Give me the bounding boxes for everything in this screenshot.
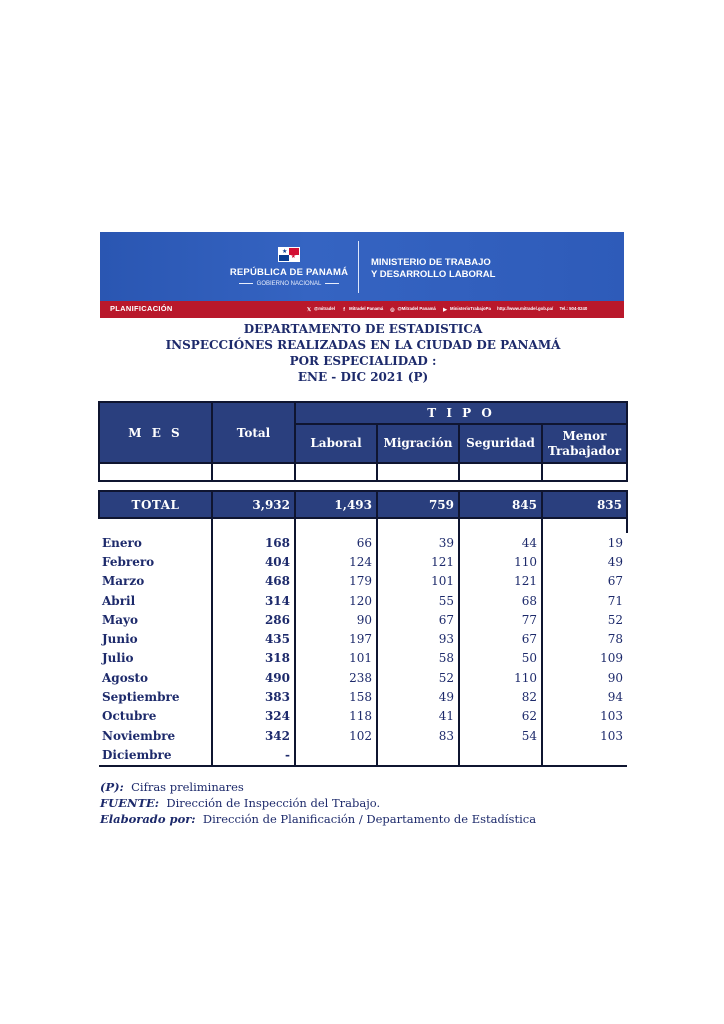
cell-migracion: 67 xyxy=(377,610,459,629)
title-specialty: POR ESPECIALIDAD : xyxy=(289,354,437,368)
cell-total: 318 xyxy=(212,649,295,668)
cell-mes: Agosto xyxy=(102,670,149,685)
note-source xyxy=(100,795,620,811)
cell-seguridad: 67 xyxy=(459,629,542,648)
total-laboral: 1,493 xyxy=(295,491,377,518)
cell-total: 383 xyxy=(212,687,295,706)
total-label: TOTAL xyxy=(99,491,212,518)
cell-menor: 67 xyxy=(542,572,627,591)
cell-total: 490 xyxy=(212,668,295,687)
cell-migracion xyxy=(377,745,459,765)
cell-menor: 103 xyxy=(542,707,627,726)
cell-migracion: 41 xyxy=(377,707,459,726)
cell-mes: Abril xyxy=(102,593,136,608)
table-row xyxy=(99,533,627,552)
cell-menor: 71 xyxy=(542,591,627,610)
table-row xyxy=(99,668,627,687)
website-link[interactable]: http://www.mitradel.gob.pa/ xyxy=(497,306,554,311)
cell-migracion: 39 xyxy=(377,533,459,552)
cell-laboral: 124 xyxy=(295,552,377,571)
social-facebook[interactable]: f Mitradel Panamá xyxy=(341,306,383,311)
gap-row-2 xyxy=(99,518,627,533)
cell-seguridad: 110 xyxy=(459,552,542,571)
cell-migracion: 83 xyxy=(377,726,459,745)
table-row xyxy=(99,610,627,629)
total-seguridad: 845 xyxy=(459,491,542,518)
cell-seguridad: 44 xyxy=(459,533,542,552)
cell-seguridad: 77 xyxy=(459,610,542,629)
table-row xyxy=(99,552,627,571)
ministerio-label xyxy=(371,257,571,281)
cell-laboral: 120 xyxy=(295,591,377,610)
table-row xyxy=(99,687,627,706)
cell-migracion: 49 xyxy=(377,687,459,706)
gap-row xyxy=(99,481,627,491)
phone-number: Tel.: 504-0240 xyxy=(559,306,588,311)
cell-mes: Septiembre xyxy=(102,690,180,705)
cell-migracion: 52 xyxy=(377,668,459,687)
gobierno-label xyxy=(228,281,350,287)
table-row xyxy=(99,707,627,726)
cell-laboral: 197 xyxy=(295,629,377,648)
table-row xyxy=(99,649,627,668)
header-menor-line2: Trabajador xyxy=(547,443,622,458)
cell-mes: Diciembre xyxy=(99,745,212,765)
header-mes: M E S xyxy=(99,402,212,463)
cell-menor: 103 xyxy=(542,726,627,745)
gobierno-text: GOBIERNO NACIONAL xyxy=(256,281,322,287)
header-seguridad: Seguridad xyxy=(459,424,542,463)
cell-total: 324 xyxy=(212,707,295,726)
header-menor-trabajador xyxy=(542,424,627,463)
facebook-icon: f xyxy=(343,307,345,313)
cell-total: 342 xyxy=(212,726,295,745)
note-author-text: Dirección de Planificación / Departamento de Estadística xyxy=(202,812,537,826)
cell-total: 286 xyxy=(212,610,295,629)
cell-seguridad: 54 xyxy=(459,726,542,745)
cell-mes: Marzo xyxy=(102,574,145,589)
cell-laboral: 179 xyxy=(295,572,377,591)
cell-menor: 49 xyxy=(542,552,627,571)
cell-laboral: 90 xyxy=(295,610,377,629)
note-source-text: Dirección de Inspección del Trabajo. xyxy=(166,796,381,810)
note-preliminary xyxy=(100,779,620,795)
cell-laboral: 238 xyxy=(295,668,377,687)
cell-seguridad: 82 xyxy=(459,687,542,706)
cell-menor: 109 xyxy=(542,649,627,668)
twitter-icon: 𝕏 xyxy=(306,307,312,313)
note-source-key: FUENTE: xyxy=(100,796,160,810)
total-menor: 835 xyxy=(542,491,627,518)
cell-migracion: 93 xyxy=(377,629,459,648)
header-spacer-row xyxy=(99,463,627,481)
total-total: 3,932 xyxy=(212,491,295,518)
cell-total: 435 xyxy=(212,629,295,648)
ministerio-line-2: Y DESARROLLO LABORAL xyxy=(371,269,496,280)
cell-mes: Octubre xyxy=(102,709,157,724)
note-preliminary-text: Cifras preliminares xyxy=(131,780,244,794)
youtube-icon: ▶ xyxy=(443,307,447,313)
header-migracion: Migración xyxy=(377,424,459,463)
header-total: Total xyxy=(212,402,295,463)
total-migracion: 759 xyxy=(377,491,459,518)
social-youtube[interactable]: ▶ MinisterioTrabajoPa xyxy=(443,306,491,313)
social-twitter[interactable]: 𝕏 @mitradel xyxy=(306,306,335,313)
cell-menor: 52 xyxy=(542,610,627,629)
header-tipo: T I P O xyxy=(295,402,627,424)
title-department: DEPARTAMENTO DE ESTADISTICA xyxy=(243,322,483,336)
cell-mes: Mayo xyxy=(102,612,139,627)
header-menor-line1: Menor xyxy=(562,428,607,443)
cell-menor: 90 xyxy=(542,668,627,687)
social-links xyxy=(306,306,622,313)
note-author-key: Elaborado por: xyxy=(100,812,196,826)
cell-seguridad: 62 xyxy=(459,707,542,726)
cell-total: 404 xyxy=(212,552,295,571)
cell-mes: Enero xyxy=(102,535,142,550)
header-laboral: Laboral xyxy=(295,424,377,463)
cell-migracion: 121 xyxy=(377,552,459,571)
cell-laboral xyxy=(295,745,377,765)
cell-total: 314 xyxy=(212,591,295,610)
total-row xyxy=(99,491,627,518)
cell-mes: Febrero xyxy=(102,554,155,569)
inspections-table xyxy=(98,401,628,767)
instagram-icon: ◎ xyxy=(390,307,395,313)
cell-seguridad: 50 xyxy=(459,649,542,668)
cell-laboral: 118 xyxy=(295,707,377,726)
report-titles xyxy=(100,321,626,385)
cell-laboral: 66 xyxy=(295,533,377,552)
footnotes xyxy=(100,779,620,827)
cell-menor: 94 xyxy=(542,687,627,706)
cell-menor: 19 xyxy=(542,533,627,552)
table-row xyxy=(99,591,627,610)
title-inspections: INSPECCIÓNES REALIZADAS EN LA CIUDAD DE PANAMÁ xyxy=(165,338,561,352)
republica-label: REPÚBLICA DE PANAMÁ xyxy=(229,267,349,278)
table-row xyxy=(99,745,627,765)
banner-divider xyxy=(358,241,359,293)
header-row-top xyxy=(99,402,627,424)
ministerio-line-1: MINISTERIO DE TRABAJO xyxy=(371,257,491,268)
cell-mes: Julio xyxy=(102,651,134,666)
ministry-banner xyxy=(100,232,624,318)
note-preliminary-key: (P): xyxy=(100,780,124,794)
title-period: ENE - DIC 2021 (P) xyxy=(297,370,429,384)
cell-seguridad xyxy=(459,745,542,765)
cell-mes: Junio xyxy=(102,632,138,647)
table-row xyxy=(99,726,627,745)
cell-total: - xyxy=(212,745,295,765)
table-row xyxy=(99,572,627,591)
cell-menor: 78 xyxy=(542,629,627,648)
inspections-table-wrapper xyxy=(98,401,626,767)
cell-laboral: 158 xyxy=(295,687,377,706)
cell-total: 168 xyxy=(212,533,295,552)
cell-total: 468 xyxy=(212,572,295,591)
cell-laboral: 102 xyxy=(295,726,377,745)
note-author xyxy=(100,811,620,827)
cell-seguridad: 121 xyxy=(459,572,542,591)
cell-mes: Noviembre xyxy=(102,728,176,743)
cell-laboral: 101 xyxy=(295,649,377,668)
cell-migracion: 101 xyxy=(377,572,459,591)
planificacion-label: PLANIFICACIÓN xyxy=(110,304,173,313)
cell-menor xyxy=(542,745,627,765)
table-row xyxy=(99,629,627,648)
social-instagram[interactable]: ◎ @Mitradel Panamá xyxy=(390,306,436,313)
cell-migracion: 55 xyxy=(377,591,459,610)
cell-seguridad: 68 xyxy=(459,591,542,610)
cell-seguridad: 110 xyxy=(459,668,542,687)
cell-migracion: 58 xyxy=(377,649,459,668)
panama-flag-icon: ★ ★ xyxy=(278,247,300,262)
